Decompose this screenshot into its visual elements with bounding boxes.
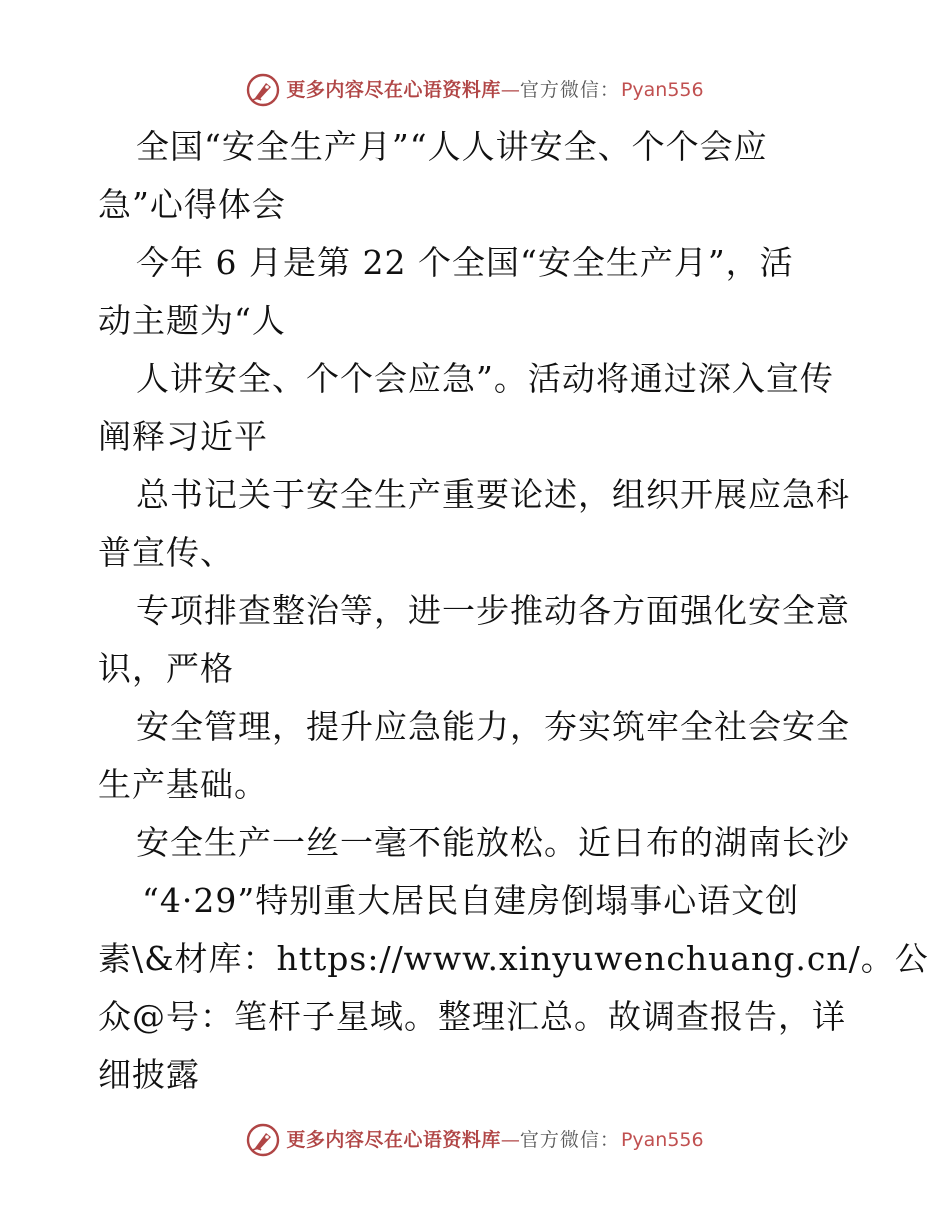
document-title-line: 全国“安全生产月”“人人讲安全、个个会应 <box>136 127 768 166</box>
watermark-banner-top <box>0 72 950 108</box>
document-title-line: 急”心得体会 <box>98 185 286 224</box>
paragraph-line: 细披露 <box>98 1055 200 1094</box>
paragraph-line: 众@号：笔杆子星域。整理汇总。故调查报告，详 <box>98 997 846 1036</box>
watermark-label: 官方微信 <box>519 78 600 101</box>
paragraph-line: 专项排查整治等，进一步推动各方面强化安全意 <box>136 591 850 630</box>
watermark-main-text: 更多内容尽在心语资料库 <box>286 78 501 101</box>
watermark-account: Pyan556 <box>620 1128 704 1151</box>
watermark-colon: ： <box>599 1128 619 1151</box>
paragraph-line: “4·29”特别重大居民自建房倒塌事心语文创 <box>142 881 800 920</box>
paragraph-line: 人讲安全、个个会应急”。活动将通过深入宣传 <box>136 359 834 398</box>
watermark-text <box>286 78 704 101</box>
watermark-colon: ： <box>599 78 619 101</box>
watermark-text <box>286 1128 704 1151</box>
watermark-separator: — <box>500 1128 520 1151</box>
paragraph-line: 阐释习近平 <box>98 417 268 456</box>
paragraph-line: 动主题为“人 <box>98 301 286 340</box>
paragraph-line: 普宣传、 <box>98 533 234 572</box>
watermark-separator: — <box>500 78 520 101</box>
paragraph-line: 素\&材库：https://www.xinyuwenchuang.cn/。公 <box>98 939 929 978</box>
watermark-label: 官方微信 <box>519 1128 600 1151</box>
watermark-banner-bottom <box>0 1122 950 1158</box>
pen-nib-logo-icon <box>246 1123 280 1157</box>
paragraph-line: 今年 6 月是第 22 个全国“安全生产月”，活 <box>136 243 794 282</box>
paragraph-line: 总书记关于安全生产重要论述，组织开展应急科 <box>136 475 850 514</box>
watermark-main-text: 更多内容尽在心语资料库 <box>286 1128 501 1151</box>
paragraph-line: 安全管理，提升应急能力，夯实筑牢全社会安全 <box>136 707 850 746</box>
watermark-account: Pyan556 <box>620 78 704 101</box>
paragraph-line: 生产基础。 <box>98 765 268 804</box>
paragraph-line: 识，严格 <box>98 649 234 688</box>
document-body <box>98 118 929 1104</box>
paragraph-line: 安全生产一丝一毫不能放松。近日布的湖南长沙 <box>136 823 850 862</box>
pen-nib-logo-icon <box>246 73 280 107</box>
